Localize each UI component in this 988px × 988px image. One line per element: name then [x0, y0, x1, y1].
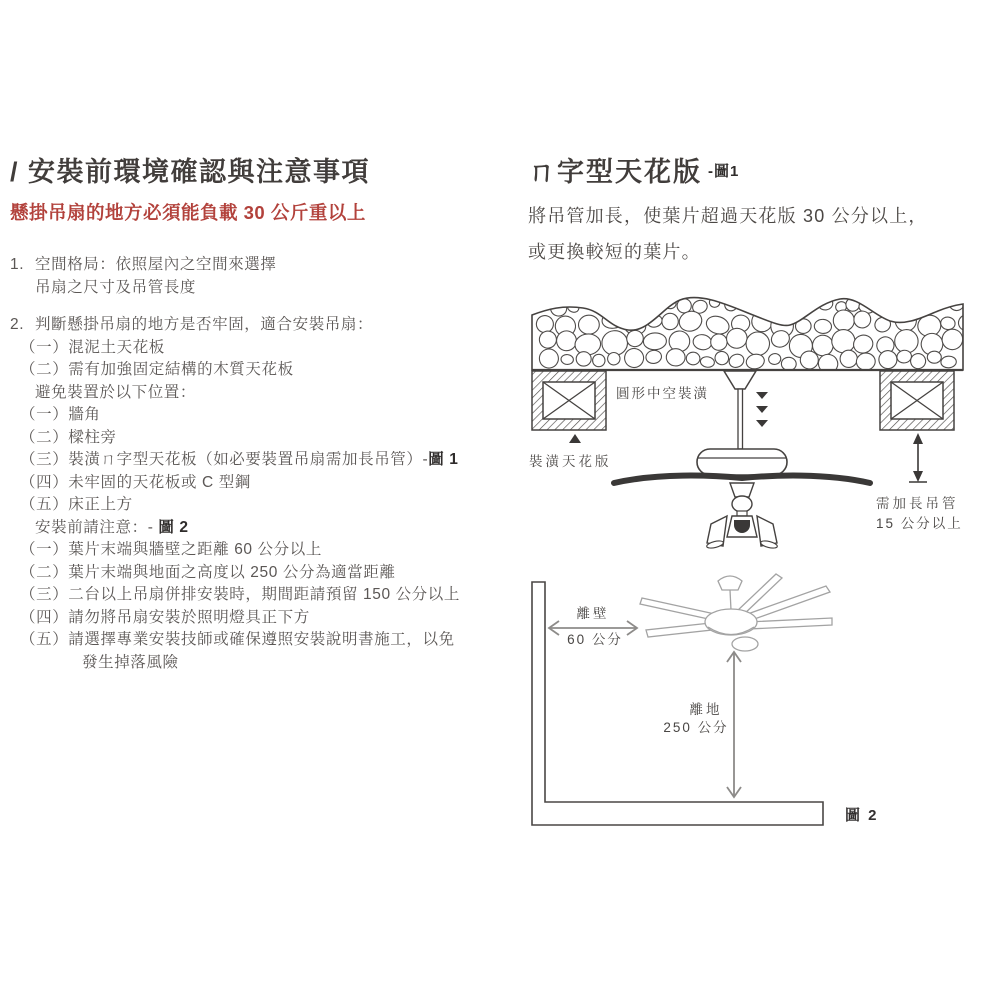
figure1-title-reference: -圖1 — [708, 163, 740, 180]
item-text: （一）葉片末端與牆壁之距離 60 公分以上 — [20, 541, 322, 558]
item-text: （五）請選擇專業安裝技師或確保遵照安裝說明書施工，以免 — [20, 631, 455, 648]
list-item — [10, 382, 515, 405]
warning-subtitle: 懸掛吊扇的地方必須能負載 30 公斤重以上 — [10, 202, 366, 223]
label-false-ceiling: 裝潢天花版 — [529, 454, 612, 469]
right-column — [528, 150, 978, 270]
list-item — [10, 449, 515, 472]
floor-distance-arrow — [727, 652, 741, 797]
item-text: 發生掉落風險 — [82, 653, 179, 671]
list-item — [10, 254, 515, 277]
item-text: （三）裝潢ㄇ字型天花板（如必要裝置吊扇需加長吊管）- — [20, 451, 429, 468]
airflow-arrows — [756, 392, 768, 427]
list-item — [10, 517, 515, 540]
item-text: （一）牆角 — [20, 406, 101, 423]
figure1-ceiling-diagram — [528, 285, 968, 550]
section-description — [528, 198, 978, 270]
fan-sketch — [640, 574, 832, 651]
list-item — [10, 607, 515, 630]
figure2-clearance-diagram — [528, 560, 968, 845]
figure1-reference: 圖 1 — [428, 451, 459, 468]
item-text: 避免裝置於以下位置： — [35, 383, 197, 401]
description-line: 或更換較短的葉片。 — [528, 242, 701, 262]
list-item — [10, 584, 515, 607]
item-number: 2. — [10, 316, 25, 333]
item-text: 判斷懸掛吊扇的地方是否牢固，適合安裝吊扇： — [35, 316, 374, 333]
item-number: 1. — [10, 256, 25, 273]
list-item — [10, 314, 515, 337]
list-item — [10, 404, 515, 427]
item-text: （一）混泥土天花板 — [20, 338, 165, 356]
item-text: （二）樑柱旁 — [20, 428, 117, 446]
item-text: 吊扇之尺寸及吊管長度 — [35, 278, 197, 296]
list-item — [10, 277, 515, 300]
item-text: （四）請勿將吊扇安裝於照明燈具正下方 — [20, 608, 310, 626]
false-ceiling-right — [880, 371, 954, 430]
figure2-caption: 圖 2 — [845, 807, 879, 824]
list-item — [10, 539, 515, 562]
list-item — [10, 427, 515, 450]
list-item — [10, 472, 515, 495]
list-item — [10, 494, 515, 517]
item-text: （五）床正上方 — [20, 496, 133, 513]
section-title-text: ㄇ字型天花版 — [528, 157, 702, 187]
description-line: 將吊管加長，使葉片超過天花版 30 公分以上， — [528, 206, 928, 226]
section-title — [528, 150, 978, 189]
item-text: （二）葉片末端與地面之高度以 250 公分為適當距離 — [20, 563, 396, 581]
fan-sketch-blade — [748, 618, 832, 629]
label-pipe-length-1: 需加長吊管 — [876, 496, 959, 511]
pointer-up-icon — [569, 434, 581, 443]
list-item — [10, 359, 515, 382]
extension-pipe-arrow — [909, 433, 927, 482]
label-round-hollow: 圓形中空裝潢 — [616, 386, 709, 401]
notice-list — [10, 254, 515, 674]
figure2-reference: 圖 2 — [158, 518, 189, 536]
label-wall-distance: 離壁 — [576, 606, 610, 621]
value-wall-distance: 60 公分 — [567, 632, 623, 647]
list-item — [10, 652, 515, 675]
item-text: 空間格局：依照屋內之空間來選擇 — [35, 256, 277, 273]
left-column — [10, 150, 515, 674]
page-title: / 安裝前環境確認與注意事項 — [10, 157, 371, 187]
item-text: （四）未牢固的天花板或 C 型鋼 — [20, 473, 251, 491]
item-text: 安裝前請注意：- — [35, 518, 159, 536]
label-pipe-length-2: 15 公分以上 — [876, 516, 963, 531]
value-floor-distance: 250 公分 — [663, 720, 729, 735]
fan-blades — [614, 476, 870, 483]
list-item — [10, 562, 515, 585]
item-text: （二）需有加強固定結構的木質天花板 — [20, 361, 294, 378]
list-item — [10, 337, 515, 360]
item-text: （三）二台以上吊扇併排安裝時，期間距請預留 150 公分以上 — [20, 586, 460, 603]
label-floor-distance: 離地 — [689, 702, 723, 717]
list-item — [10, 629, 515, 652]
false-ceiling-left — [532, 371, 606, 430]
